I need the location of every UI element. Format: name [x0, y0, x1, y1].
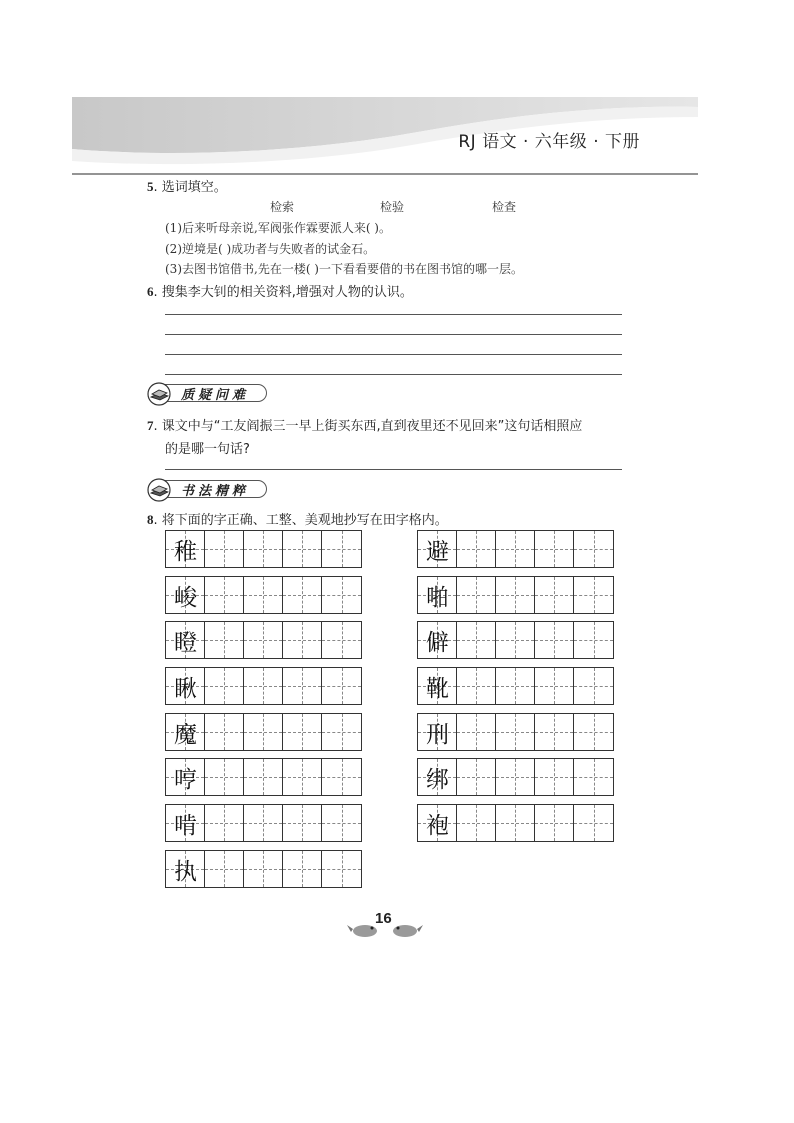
writing-grid-row — [417, 758, 614, 796]
question-number: 5 — [147, 179, 154, 194]
fill-blank-item-1: (1)后来听母亲说,军阀张作霖要派人来( )。 — [165, 221, 391, 235]
grid-cell[interactable] — [322, 577, 361, 613]
grid-cell[interactable] — [283, 759, 322, 795]
writing-grid-row — [165, 850, 362, 888]
writing-grid-row — [165, 713, 362, 751]
writing-grid-row — [165, 804, 362, 842]
model-character: 稚 — [174, 538, 197, 565]
writing-grid-row — [165, 576, 362, 614]
grid-cell[interactable] — [457, 622, 496, 658]
grid-cell[interactable] — [418, 668, 457, 704]
grid-cell[interactable] — [244, 531, 283, 567]
grid-cell[interactable] — [166, 805, 205, 841]
grid-cell[interactable] — [457, 577, 496, 613]
question-number: 8 — [147, 512, 154, 527]
book-icon — [147, 478, 173, 502]
grid-cell[interactable] — [205, 668, 244, 704]
question-title: 搜集李大钊的相关资料,增强对人物的认识。 — [161, 285, 413, 300]
grid-cell[interactable] — [535, 805, 574, 841]
writing-grid-row — [417, 667, 614, 705]
question-title: 选词填空。 — [161, 180, 227, 195]
grid-cell[interactable] — [574, 714, 613, 750]
answer-line[interactable] — [165, 334, 622, 335]
grid-cell[interactable] — [322, 805, 361, 841]
model-character: 啪 — [426, 584, 449, 611]
grid-cell[interactable] — [418, 759, 457, 795]
grid-cell[interactable] — [574, 531, 613, 567]
grid-cell[interactable] — [418, 531, 457, 567]
grid-cell[interactable] — [418, 805, 457, 841]
writing-grid-row — [417, 530, 614, 568]
grid-cell[interactable] — [244, 805, 283, 841]
grid-cell[interactable] — [244, 577, 283, 613]
grid-cell[interactable] — [205, 805, 244, 841]
grid-cell[interactable] — [166, 531, 205, 567]
grid-cell[interactable] — [166, 851, 205, 887]
grid-cell[interactable] — [244, 622, 283, 658]
grid-cell[interactable] — [283, 851, 322, 887]
grid-cell[interactable] — [283, 577, 322, 613]
grid-cell[interactable] — [496, 714, 535, 750]
grid-cell[interactable] — [244, 851, 283, 887]
section-label: 书法精粹 — [181, 484, 250, 499]
grid-cell[interactable] — [166, 714, 205, 750]
writing-grid-row — [165, 621, 362, 659]
writing-grid-row — [417, 713, 614, 751]
grid-cell[interactable] — [496, 805, 535, 841]
grid-cell[interactable] — [535, 759, 574, 795]
grid-cell[interactable] — [205, 531, 244, 567]
grid-cell[interactable] — [574, 622, 613, 658]
model-character: 峻 — [174, 584, 197, 611]
fill-blank-item-3: (3)去图书馆借书,先在一楼( )一下看看要借的书在图书馆的哪一层。 — [165, 262, 523, 276]
model-character: 哼 — [174, 766, 197, 793]
grid-cell[interactable] — [322, 531, 361, 567]
writing-grid-row — [165, 758, 362, 796]
question-number: 6 — [147, 284, 154, 299]
grid-cell[interactable] — [283, 714, 322, 750]
grid-cell[interactable] — [322, 851, 361, 887]
grid-cell[interactable] — [322, 759, 361, 795]
grid-cell[interactable] — [283, 622, 322, 658]
grid-cell[interactable] — [166, 577, 205, 613]
header-title: RJ 语文 · 六年级 · 下册 — [458, 132, 640, 152]
model-character: 魔 — [174, 721, 197, 748]
section-header-questioning — [147, 382, 269, 404]
grid-cell[interactable] — [205, 622, 244, 658]
grid-cell[interactable] — [574, 577, 613, 613]
model-character: 刑 — [426, 721, 449, 748]
grid-cell[interactable] — [574, 805, 613, 841]
fill-blank-item-2: (2)逆境是( )成功者与失败者的试金石。 — [165, 242, 376, 256]
grid-cell[interactable] — [244, 714, 283, 750]
grid-cell[interactable] — [283, 805, 322, 841]
page-number: 16 — [375, 910, 392, 927]
grid-cell[interactable] — [283, 668, 322, 704]
grid-cell[interactable] — [244, 668, 283, 704]
grid-cell[interactable] — [535, 668, 574, 704]
grid-cell[interactable] — [322, 622, 361, 658]
section-header-calligraphy — [147, 478, 269, 500]
model-character: 袍 — [426, 812, 449, 839]
model-character: 绑 — [426, 766, 449, 793]
grid-cell[interactable] — [535, 714, 574, 750]
grid-cell[interactable] — [418, 577, 457, 613]
grid-cell[interactable] — [166, 622, 205, 658]
grid-cell[interactable] — [457, 714, 496, 750]
writing-grid-row — [417, 804, 614, 842]
grid-cell[interactable] — [283, 531, 322, 567]
model-character: 僻 — [426, 629, 449, 656]
grid-cell[interactable] — [496, 531, 535, 567]
model-character: 瞅 — [174, 675, 197, 702]
grid-cell[interactable] — [457, 759, 496, 795]
grid-cell[interactable] — [166, 668, 205, 704]
grid-cell[interactable] — [535, 577, 574, 613]
model-character: 靴 — [426, 675, 449, 702]
grid-cell[interactable] — [322, 668, 361, 704]
grid-cell[interactable] — [418, 714, 457, 750]
grid-cell[interactable] — [496, 577, 535, 613]
grid-cell[interactable] — [574, 759, 613, 795]
question-6: 6. 搜集李大钊的相关资料,增强对人物的认识。 — [147, 284, 413, 300]
model-character: 啃 — [174, 812, 197, 839]
header-banner — [72, 97, 698, 175]
question-text-line-1: 课文中与“工友阎振三一早上街买东西,直到夜里还不见回来”这句话相照应 — [161, 419, 583, 434]
grid-cell[interactable] — [322, 714, 361, 750]
word-option-2: 检验 — [380, 200, 405, 214]
grid-cell[interactable] — [205, 577, 244, 613]
answer-line[interactable] — [165, 469, 622, 470]
answer-line[interactable] — [165, 314, 622, 315]
question-5: 5. 选词填空。 — [147, 179, 227, 195]
book-icon — [147, 382, 173, 406]
grid-cell[interactable] — [457, 668, 496, 704]
page-number-ornament — [345, 907, 425, 943]
writing-grid-row — [417, 621, 614, 659]
grid-cell[interactable] — [535, 622, 574, 658]
section-label: 质疑问难 — [181, 388, 250, 403]
writing-grid-row — [165, 667, 362, 705]
grid-cell[interactable] — [535, 531, 574, 567]
model-character: 瞪 — [174, 629, 197, 656]
word-option-1: 检索 — [270, 200, 295, 214]
grid-cell[interactable] — [457, 531, 496, 567]
word-option-3: 检查 — [492, 200, 517, 214]
question-title: 将下面的字正确、工整、美观地抄写在田字格内。 — [161, 513, 448, 528]
question-number: 7 — [147, 418, 154, 433]
grid-cell[interactable] — [457, 805, 496, 841]
grid-cell[interactable] — [244, 759, 283, 795]
model-character: 执 — [174, 858, 197, 885]
writing-grid-row — [417, 576, 614, 614]
grid-cell[interactable] — [205, 714, 244, 750]
grid-cell[interactable] — [574, 668, 613, 704]
grid-cell[interactable] — [496, 759, 535, 795]
grid-cell[interactable] — [205, 759, 244, 795]
grid-cell[interactable] — [418, 622, 457, 658]
writing-grid-row — [165, 530, 362, 568]
grid-cell[interactable] — [166, 759, 205, 795]
question-7-line-2: 的是哪一句话? — [165, 442, 250, 457]
question-8: 8. 将下面的字正确、工整、美观地抄写在田字格内。 — [147, 512, 448, 528]
grid-cell[interactable] — [205, 851, 244, 887]
answer-line[interactable] — [165, 354, 622, 355]
question-7: 7. 课文中与“工友阎振三一早上街买东西,直到夜里还不见回来”这句话相照应 — [147, 418, 583, 434]
answer-line[interactable] — [165, 374, 622, 375]
model-character: 避 — [426, 538, 449, 565]
grid-cell[interactable] — [496, 668, 535, 704]
grid-cell[interactable] — [496, 622, 535, 658]
